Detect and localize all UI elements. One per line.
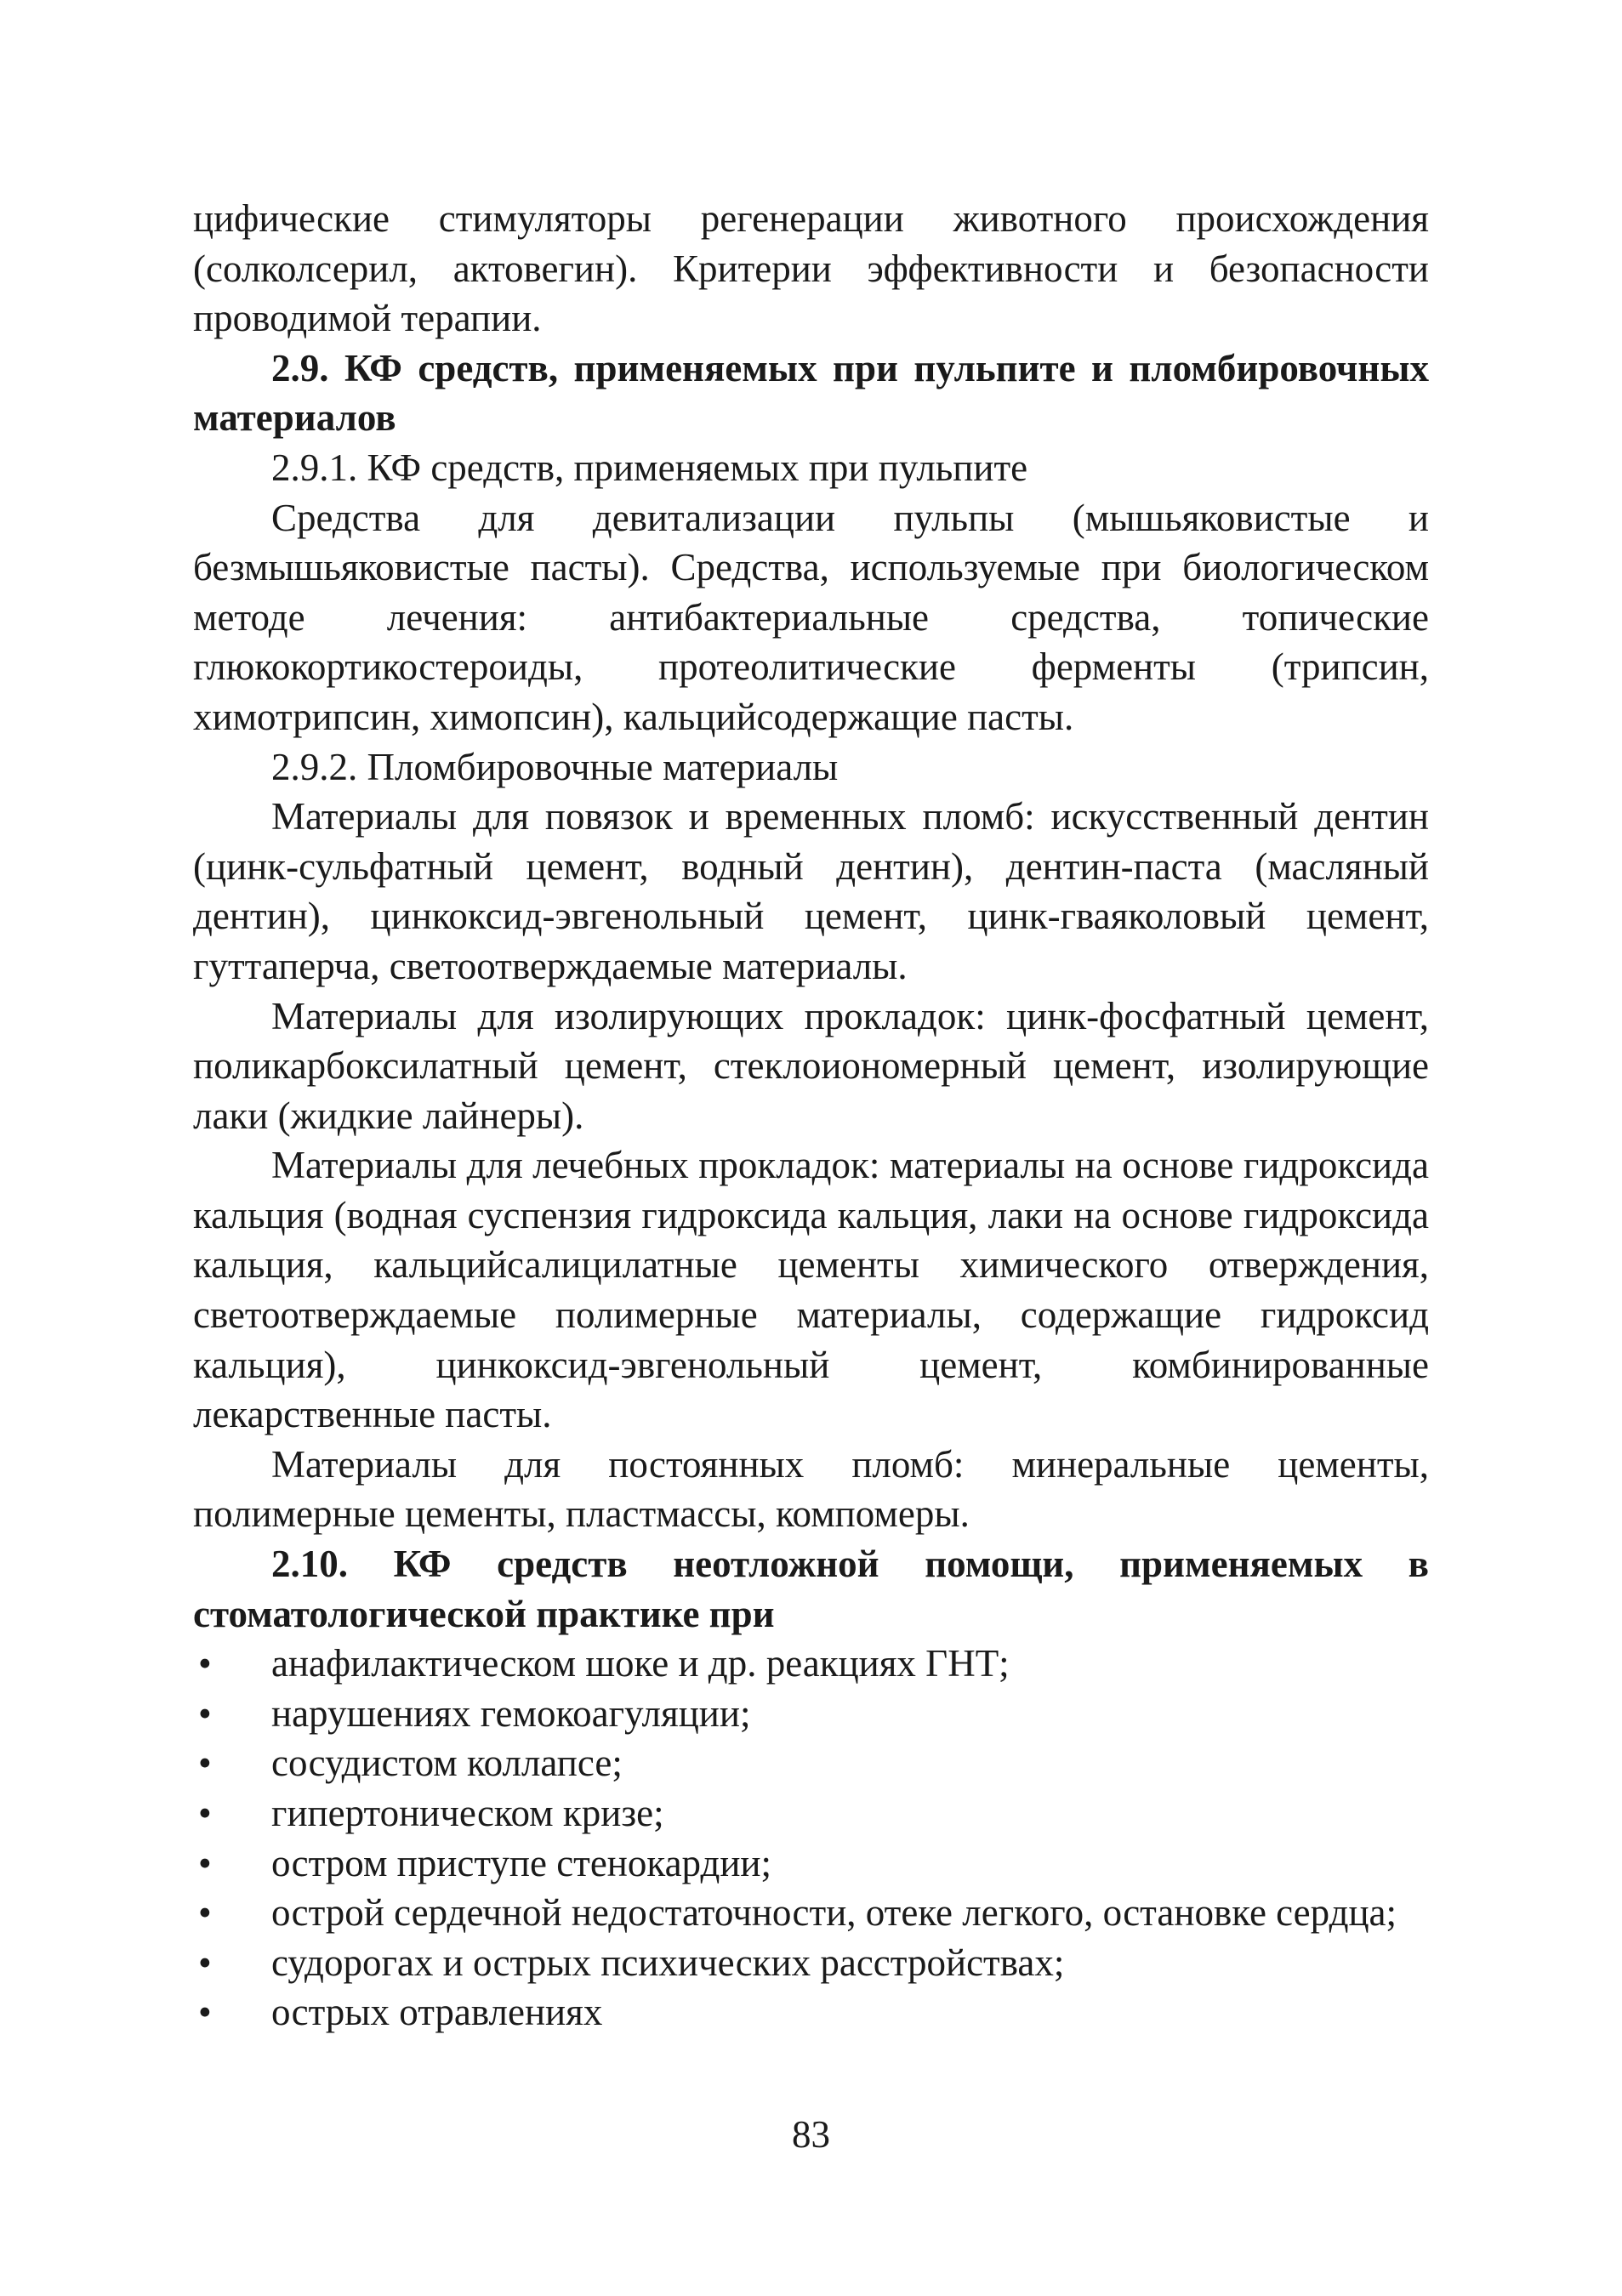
- continuation-paragraph: цифические стимуляторы регенерации животного происхождения (солколсерил, актовегин). Критерии эффективности и безопасности проводимой терапии.: [193, 197, 1429, 340]
- list-item-text: судорогах и острых психических расстройствах;: [271, 1941, 1065, 1984]
- list-item-text: остром приступе стенокардии;: [271, 1841, 772, 1884]
- bullet-icon: •: [198, 1941, 212, 1984]
- bullet-icon: •: [198, 1691, 212, 1735]
- bullet-icon: •: [198, 1991, 212, 2034]
- bullet-icon: •: [198, 1841, 212, 1884]
- list-item: [193, 1639, 1429, 1689]
- emergency-conditions-list: [193, 1639, 1429, 2037]
- paragraph-therapeutic-liners: Материалы для лечебных прокладок: материалы на основе гидроксида кальция (водная суспензия гидроксида кальция, лаки на основе гидроксида кальция, кальцийсалицилатные цементы химического отверждения, светоотверждаемые полимерные материалы, содержащие гидроксид кальция), цинкоксид-эвгенольный цемент, комбинированные лекарственные пасты.: [193, 1144, 1429, 1436]
- page-number: 83: [792, 2113, 830, 2156]
- list-item: [193, 1888, 1429, 1938]
- list-item-text: гипертоническом кризе;: [271, 1792, 664, 1834]
- paragraph-permanent-fillings: Материалы для постоянных пломб: минеральные цементы, полимерные цементы, пластмассы, компомеры.: [193, 1442, 1429, 1536]
- list-item-text: острых отравлениях: [271, 1991, 603, 2034]
- section-heading-2-10: 2.10. КФ средств неотложной помощи, применяемых в стоматологической практике при: [193, 1543, 1429, 1635]
- list-item: [193, 1839, 1429, 1889]
- list-item: [193, 1987, 1429, 2037]
- list-item: [193, 1689, 1429, 1739]
- list-item-text: острой сердечной недостаточности, отеке легкого, остановке сердца;: [271, 1891, 1397, 1935]
- paragraph-pulpitis-agents: Средства для девитализации пульпы (мышьяковистые и безмышьяковистые пасты). Средства, используемые при биологическом методе лечения: антибактериальные средства, топические глюкокортикостероиды, протеолитические ферменты (трипсин, химотрипсин, химопсин), кальцийсодержащие пасты.: [193, 496, 1429, 738]
- list-item: [193, 1788, 1429, 1839]
- bullet-icon: •: [198, 1642, 212, 1685]
- list-item-text: анафилактическом шоке и др. реакциях ГНТ;: [271, 1642, 1010, 1685]
- document-page: [193, 194, 1429, 2037]
- list-item: [193, 1738, 1429, 1788]
- paragraph-insulating-liners: Материалы для изолирующих прокладок: цинк-фосфатный цемент, поликарбоксилатный цемент, стеклоиономерный цемент, изолирующие лаки (жидкие лайнеры).: [193, 994, 1429, 1137]
- section-heading-2-9: 2.9. КФ средств, применяемых при пульпите и пломбировочных материалов: [193, 346, 1429, 440]
- list-item-text: сосудистом коллапсе;: [271, 1742, 623, 1785]
- list-item-text: нарушениях гемокоагуляции;: [271, 1691, 751, 1735]
- bullet-icon: •: [198, 1742, 212, 1785]
- bullet-icon: •: [198, 1792, 212, 1834]
- bullet-icon: •: [198, 1891, 212, 1935]
- paragraph-temporary-fillings: Материалы для повязок и временных пломб: искусственный дентин (цинк-сульфатный цемент, водный дентин), дентин-паста (масляный дентин), цинкоксид-эвгенольный цемент, цинк-гваяколовый цемент, гуттаперча, светоотверждаемые материалы.: [193, 795, 1429, 987]
- list-item: [193, 1938, 1429, 1988]
- subsection-title-2-9-2: 2.9.2. Пломбировочные материалы: [271, 745, 839, 788]
- subsection-title-2-9-1: 2.9.1. КФ средств, применяемых при пульпите: [271, 446, 1028, 489]
